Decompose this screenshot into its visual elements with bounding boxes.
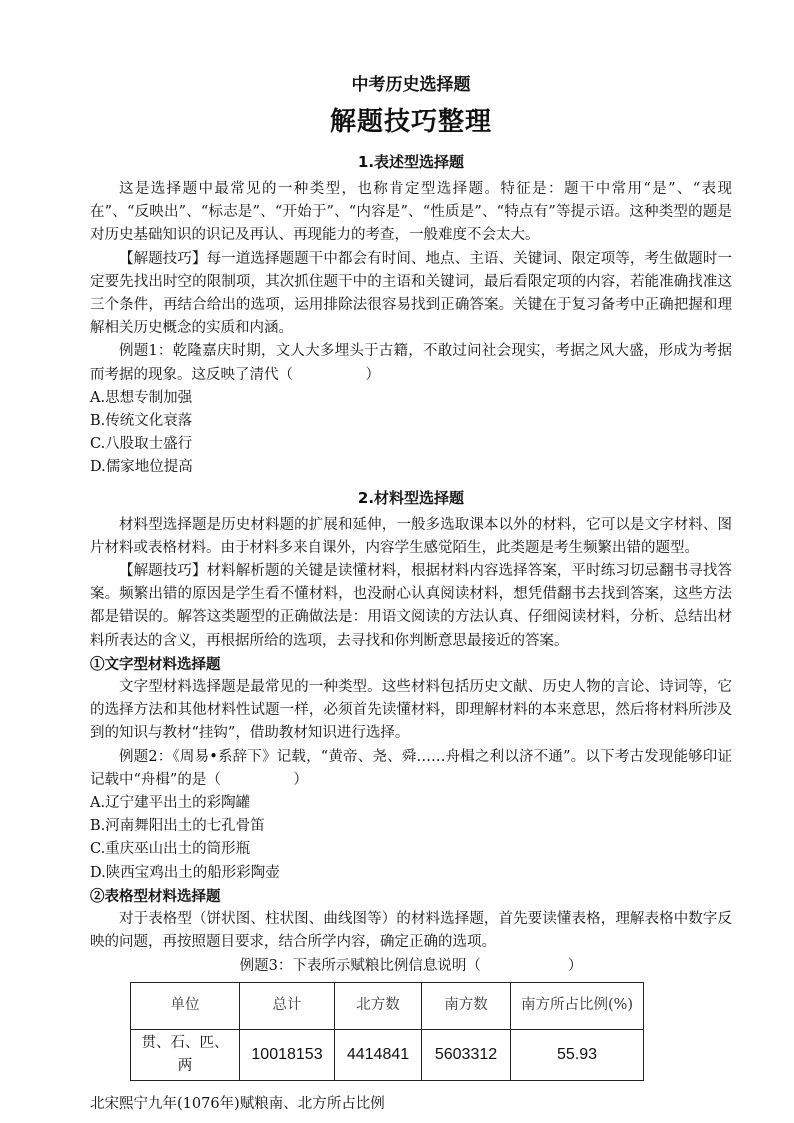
table-header-cell: 总计: [240, 982, 335, 1029]
subheading-text-material: ①文字型材料选择题: [90, 655, 221, 673]
section-heading-1: 1.表述型选择题: [357, 153, 465, 171]
table-header-cell: 单位: [131, 982, 240, 1029]
table-caption: 北宋熙宁九年(1076年)赋粮南、北方所占比例: [90, 1096, 385, 1113]
example2-option-b: B.河南舞阳出土的七孔骨笛: [90, 818, 265, 835]
table-cell: 10018153: [240, 1029, 335, 1080]
table-header-row: [131, 982, 644, 1029]
table-header-cell: 南方数: [422, 982, 511, 1029]
example2-option-c: C.重庆巫山出土的筒形瓶: [90, 841, 251, 858]
table-header-cell: 南方所占比例(%): [511, 982, 644, 1029]
table-material-paragraph: 对于表格型（饼状图、柱状图、曲线图等）的材料选择题，首先要读懂表格，理解表格中数字反映的问题，再按照题目要求，结合所学内容，确定正确的选项。: [90, 911, 732, 951]
section2-paragraph-intro: 材料型选择题是历史材料题的扩展和延伸，一般多选取课本以外的材料，它可以是文字材料、图片材料或表格材料。由于材料多来自课外，内容学生感觉陌生，此类题是考生频繁出错的题型。: [90, 516, 732, 556]
section-heading-2: 2.材料型选择题: [357, 488, 465, 507]
example1-option-b: B.传统文化衰落: [90, 413, 193, 430]
example2-option-a: A.辽宁建平出土的彩陶罐: [90, 795, 251, 812]
section2-paragraph-tips: 【解题技巧】材料解析题的关键是读懂材料，根据材料内容选择答案，平时练习切忌翻书寻找答案。频繁出错的原因是学生看不懂材料，也没耐心认真阅读材料，想凭借翻书去找到答案，这些方法都是错误的。解答这类题型的正确做法是：用语文阅读的方法认真、仔细阅读材料，分析、总结出材料所表达的含义，再根据所给的选项，去寻找和你判断意思最接近的答案。: [90, 563, 732, 649]
grain-tax-table: [130, 982, 644, 1081]
document-content: [90, 70, 732, 1116]
table-cell: 5603312: [422, 1029, 511, 1080]
table-row: [131, 1029, 644, 1080]
page-title: 中考历史选择题: [351, 75, 471, 95]
example1-option-a: A.思想专制加强: [90, 389, 193, 406]
table-cell: 贯、石、匹、两: [131, 1029, 240, 1080]
example-3: 例题3：下表所示赋粮比例信息说明（ ）: [239, 957, 583, 974]
text-material-paragraph: 文字型材料选择题是最常见的一种类型。这些材料包括历史文献、历史人物的言论、诗词等，它的选择方法和其他材料性试题一样，必须首先读懂材料，即理解材料的本来意思，然后将材料所涉及到的知识与教材“挂钩”，借助教材知识进行选择。: [90, 679, 732, 742]
section1-paragraph-intro: 这是选择题中最常见的一种类型，也称肯定型选择题。特征是：题干中常用“是”、“表现在”、“反映出”、“标志是”、“开始于”、“内容是”、“性质是”、“特点有”等提示语。这种类型的题是对历史基础知识的识记及再认、再现能力的考查，一般难度不会太大。: [90, 181, 732, 244]
page-subtitle: 解题技巧整理: [329, 107, 492, 137]
example1-option-d: D.儒家地位提高: [90, 459, 193, 476]
table-cell: 55.93: [511, 1029, 644, 1080]
subheading-table-material: ②表格型材料选择题: [90, 887, 221, 905]
section1-paragraph-tips: 【解题技巧】每一道选择题题干中都会有时间、地点、主语、关键词、限定项等，考生做题时一定要先找出时空的限制项，其次抓住题干中的主语和关键词，最后看限定项的内容，若能准确找准这三个条件，再结合给出的选项，运用排除法很容易找到正确答案。关键在于复习备考中正确把握和理解相关历史概念的实质和内涵。: [90, 250, 732, 337]
example-1: 例题1：乾隆嘉庆时期，文人大多埋头于古籍，不敢过问社会现实，考据之风大盛，形成为考据而考据的现象。这反映了清代（ ）: [90, 343, 732, 383]
example-2: 例题2：《周易•系辞下》记载，“黄帝、尧、舜……舟楫之利以济不通”。以下考古发现能够印证记载中“舟楫”的是（ ）: [90, 748, 732, 788]
example1-option-c: C.八股取士盛行: [90, 436, 193, 453]
table-header-cell: 北方数: [335, 982, 422, 1029]
example2-option-d: D.陕西宝鸡出土的船形彩陶壶: [90, 864, 280, 881]
table-cell: 4414841: [335, 1029, 422, 1080]
